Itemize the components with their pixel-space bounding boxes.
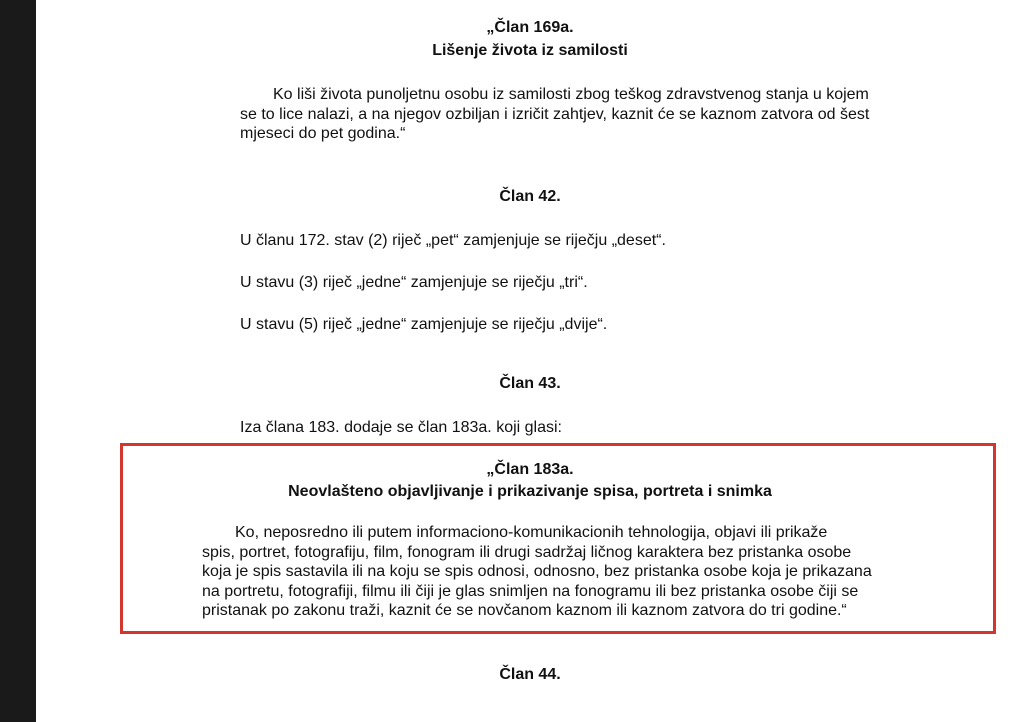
article-183a-line: pristanak po zakonu traži, kaznit će se novčanom kaznom ili kaznom zatvora do tri godine.“ bbox=[202, 602, 847, 619]
article-169a-line: Ko liši života punoljetnu osobu iz samilosti zbog teškog zdravstvenog stanja u kojem bbox=[273, 86, 869, 103]
article-183a-line: Ko, neposredno ili putem informaciono-komunikacionih tehnologija, objavi ili prikaže bbox=[235, 524, 828, 541]
article-44-heading: Član 44. bbox=[499, 666, 561, 683]
article-183a-line: na portretu, fotografiji, filmu ili čiji je glas snimljen na fonogramu ili bez pristanka osobe čiji se bbox=[202, 582, 859, 600]
article-42-item: U članu 172. stav (2) riječ „pet“ zamjenjuje se riječju „deset“. bbox=[240, 232, 666, 249]
article-169a-body bbox=[240, 85, 916, 144]
viewer-left-margin bbox=[0, 0, 36, 722]
article-169a-title: Lišenje života iz samilosti bbox=[432, 42, 628, 59]
article-169a-number: „Član 169a. bbox=[486, 19, 574, 36]
article-169a-line: se to lice nalazi, a na njegov ozbiljan i izričit zahtjev, kaznit će se kaznom zatvora od šest bbox=[240, 105, 870, 123]
article-43-heading: Član 43. bbox=[499, 375, 561, 392]
article-42-heading: Član 42. bbox=[499, 188, 561, 205]
article-183a-number: „Član 183a. bbox=[486, 461, 574, 478]
article-183a-line: koja je spis sastavila ili na koju se spis odnosi, odnosno, bez pristanka osobe koja je prikazana bbox=[202, 563, 872, 580]
document-page bbox=[36, 0, 1024, 722]
article-43-intro: Iza člana 183. dodaje se član 183a. koji glasi: bbox=[240, 419, 562, 436]
article-183a-line: spis, portret, fotografiju, film, fonogram ili drugi sadržaj ličnog karaktera bez pristanka osobe bbox=[202, 543, 852, 561]
article-183a-title: Neovlašteno objavljivanje i prikazivanje spisa, portreta i snimka bbox=[288, 483, 772, 500]
article-183a-body bbox=[202, 523, 916, 621]
article-169a-line: mjeseci do pet godina.“ bbox=[240, 125, 406, 142]
article-42-item: U stavu (3) riječ „jedne“ zamjenjuje se riječju „tri“. bbox=[240, 274, 588, 291]
article-42-item: U stavu (5) riječ „jedne“ zamjenjuje se riječju „dvije“. bbox=[240, 316, 608, 333]
